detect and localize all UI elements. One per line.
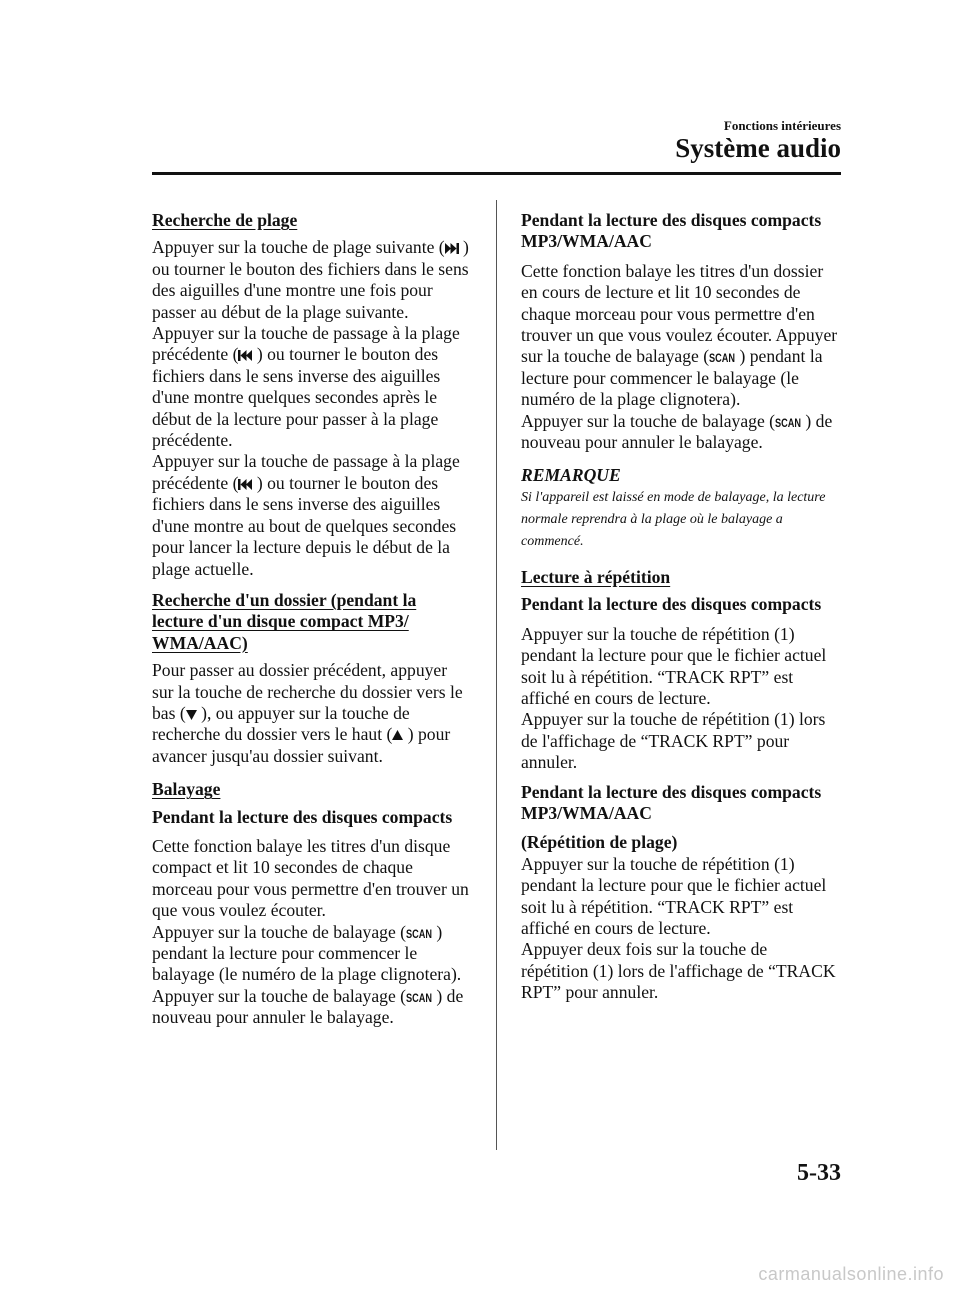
svg-text:SCAN: SCAN: [406, 990, 433, 1003]
text: ) ou tourner le bouton des fichiers dans le sens inverse des aiguilles d'une montre au bout de quelques secondes pour lancer la lecture depuis le début de la plage actuelle.: [152, 472, 457, 579]
scan-paragraph-1: Cette fonction balaye les titres d'un disque compact et lit 10 secondes de chaque morceau pour vous permettre d'en trouver un que vous voulez écouter.: [152, 835, 469, 921]
text: ) ou tourner le bouton des fichiers dans le sens inverse des aiguilles d'une montre quelques secondes après le début de la lecture pour passer à la plage précédente.: [152, 344, 441, 451]
scan-mp3-subheading: Pendant la lecture des disques compacts MP3/WMA/AAC: [521, 210, 822, 252]
triangle-down-icon: [186, 709, 197, 720]
text: Appuyer sur la touche de passage à la plage précédente (: [152, 451, 460, 493]
scan-subheading: Pendant la lecture des disques compacts: [152, 806, 453, 827]
next-track-icon: [445, 243, 459, 254]
track-search-paragraph-2: [152, 323, 470, 451]
repeat-subheading-1: Pendant la lecture des disques compacts: [521, 594, 822, 615]
repeat-subheading-2: Pendant la lecture des disques compacts MP3/WMA/AAC: [521, 781, 822, 823]
scan-icon: [406, 991, 432, 1003]
previous-track-icon: [238, 350, 252, 361]
text: ) pendant la lecture pour commencer le balayage (le numéro de la plage clignotera).: [521, 346, 823, 410]
scan-mp3-paragraph-1: [521, 261, 839, 411]
page-number: 5-33: [797, 1160, 841, 1186]
text: Appuyer sur la touche de balayage (: [152, 921, 407, 942]
column-divider: [496, 200, 497, 1150]
repeat-heading: Lecture à répétition: [521, 566, 671, 587]
folder-search-heading: Recherche d'un dossier (pendant la lecture d'un disque compact MP3/ WMA/AAC): [152, 589, 417, 653]
note-heading: REMARQUE: [521, 465, 621, 486]
scan-mp3-paragraph-2: [521, 411, 839, 454]
right-column: [521, 210, 839, 1012]
repeat-subheading-3: (Répétition de plage): [521, 832, 678, 853]
repeat-paragraph-2: Appuyer sur la touche de répétition (1) lors de l'affichage de “TRACK RPT” pour annuler.: [521, 709, 826, 773]
left-column: [152, 210, 470, 1037]
track-search-paragraph-1: [152, 237, 470, 323]
svg-text:SCAN: SCAN: [775, 415, 802, 428]
scan-icon: [406, 927, 432, 939]
repeat-paragraph-3: Appuyer sur la touche de répétition (1) pendant la lecture pour que le fichier actuel soit lu à répétition. “TRACK RPT” est affiché en cours de lecture.: [521, 853, 827, 938]
note-text: Si l'appareil est laissé en mode de balayage, la lecture normale reprendra à la plage où le balayage a commencé.: [521, 489, 826, 549]
page-title: Système audio: [675, 133, 841, 163]
svg-text:SCAN: SCAN: [709, 351, 736, 364]
scan-heading: Balayage: [152, 779, 221, 800]
svg-text:SCAN: SCAN: [406, 926, 433, 939]
scan-paragraph-2: [152, 922, 470, 1029]
folder-search-paragraph: [152, 660, 470, 767]
text: ) ou tourner le bouton des fichiers dans le sens des aiguilles d'une montre une fois pour passer au début de la plage suivante.: [152, 237, 469, 322]
triangle-up-icon: [392, 730, 403, 741]
text: ) de nouveau pour annuler le balayage.: [521, 410, 833, 453]
text: Appuyer sur la touche de passage à la plage précédente (: [152, 323, 460, 365]
watermark: carmanualsonline.info: [758, 1264, 944, 1284]
track-search-heading: Recherche de plage: [152, 210, 298, 230]
text: ) de nouveau pour annuler le balayage.: [152, 985, 464, 1028]
repeat-paragraph-4: Appuyer deux fois sur la touche de répétition (1) lors de l'affichage de “TRACK RPT” pour annuler.: [521, 939, 836, 1003]
text: Appuyer sur la touche de plage suivante (: [152, 237, 445, 258]
text: Cette fonction balaye les titres d'un dossier en cours de lecture et lit 10 secondes de chaque morceau pour vous permettre d'en trouver un que vous voulez écouter. Appuyer sur la touche de balayage (: [521, 260, 838, 367]
text: ) pendant la lecture pour commencer le balayage (le numéro de la plage clignotera). Appuyer sur la touche de balayage (: [152, 921, 462, 1006]
header-section: Fonctions intérieures: [723, 118, 841, 133]
scan-icon: [709, 351, 735, 363]
text: ) pour avancer jusqu'au dossier suivant.: [152, 724, 451, 766]
repeat-paragraph-1: Appuyer sur la touche de répétition (1) pendant la lecture pour que le fichier actuel soit lu à répétition. “TRACK RPT” est affiché en cours de lecture.: [521, 623, 827, 708]
previous-track-icon: [238, 479, 252, 490]
text: Pour passer au dossier précédent, appuyer sur la touche de recherche du dossier vers le bas (: [152, 660, 463, 723]
text: Appuyer sur la touche de balayage (: [521, 410, 776, 431]
header-rule: [152, 172, 841, 175]
scan-icon: [775, 416, 801, 428]
track-search-paragraph-3: [152, 451, 470, 579]
text: ), ou appuyer sur la touche de recherche du dossier vers le haut (: [152, 702, 410, 745]
